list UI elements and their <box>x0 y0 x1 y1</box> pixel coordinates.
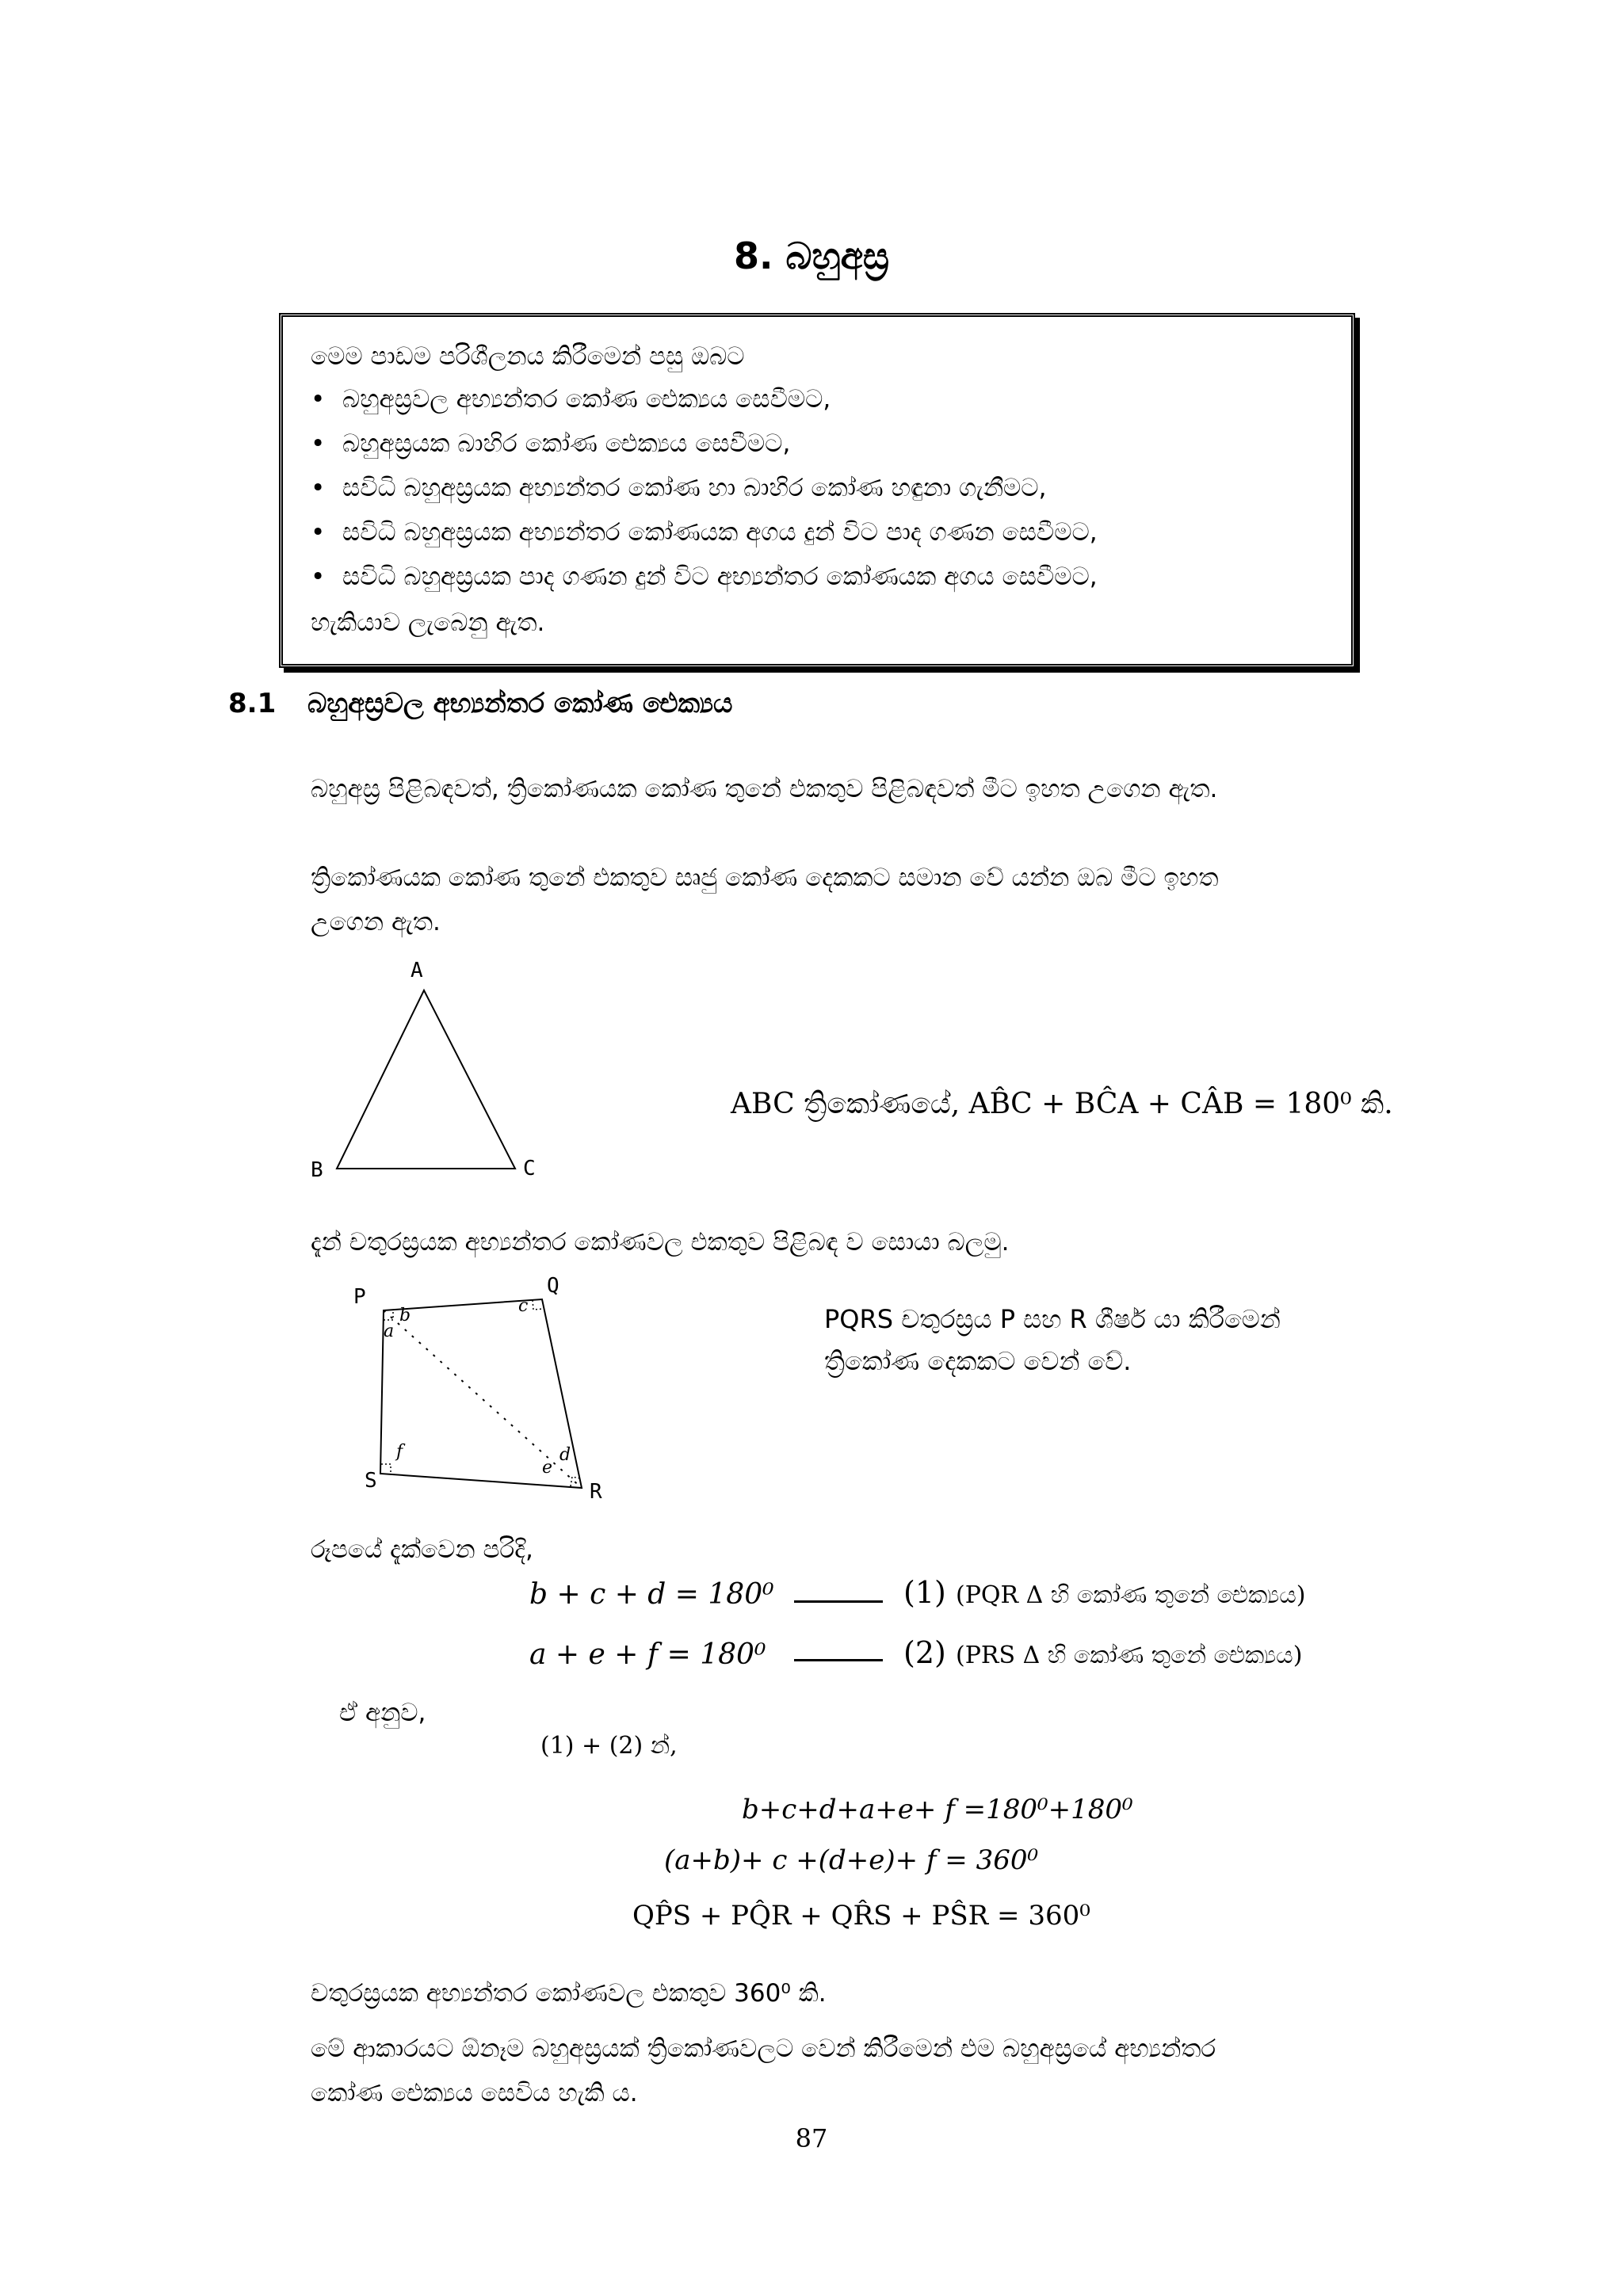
objective-item: • සවිධි බහුඅස්‍රයක අභ්‍යන්තර කෝණ හා බාහිර කෝණ හඳුනා ගැනීමට, <box>311 474 1047 502</box>
vertex-label-p: P <box>353 1285 366 1309</box>
paragraph: ත්‍රිකෝණයක කෝණ තුනේ එකතුව සෘජු කෝණ දෙකකට සමාන වේ යන්න ඔබ මීට ඉහත <box>311 864 1219 892</box>
bullet-icon: • <box>311 563 326 591</box>
objective-item: • සවිධි බහුඅස්‍රයක අභ්‍යන්තර කෝණයක අගය දුන් විට පාද ගණන සෙවීමට, <box>311 518 1098 547</box>
vertex-label-r: R <box>590 1480 602 1504</box>
equation-2: a + e + f = 180⁰ <box>529 1638 766 1671</box>
vertex-label-b: B <box>311 1158 323 1182</box>
bullet-icon: • <box>311 518 326 547</box>
bullet-icon: • <box>311 474 326 502</box>
paragraph: ඒ අනුව, <box>339 1699 426 1727</box>
paragraph: උගෙන ඇත. <box>311 908 441 936</box>
paragraph: බහුඅස්‍ර පිළිබඳවත්, ත්‍රිකෝණයක කෝණ තුනේ එකතුව පිළිබඳවත් මීට ඉහත උගෙන ඇත. <box>311 775 1218 803</box>
objectives-intro: මෙම පාඩම පරිශීලනය කිරීමෙන් පසු ඔබට <box>311 342 745 371</box>
paragraph: දැන් චතුරස්‍රයක අභ්‍යන්තර කෝණවල එකතුව පිළිබඳ ව සොයා බලමු. <box>311 1228 1010 1257</box>
angle-label-f: f <box>396 1442 403 1462</box>
derivation-step-2: (a+b)+ c +(d+e)+ f = 360⁰ <box>664 1844 1039 1876</box>
objective-item: • සවිධි බහුඅස්‍රයක පාද ගණන දුන් විට අභ්‍යන්තර කෝණයක අගය සෙවීමට, <box>311 563 1098 591</box>
paragraph: රූපයේ දැක්වෙන පරිදි, <box>311 1535 533 1564</box>
equation-1: b + c + d = 180⁰ <box>529 1578 774 1611</box>
paragraph: මේ ආකාරයට ඕනෑම බහුඅස්‍රයක් ත්‍රිකෝණවලට වෙන් කිරීමෙන් එම බහුඅස්‍රයේ අභ්‍යන්තර <box>311 2035 1216 2063</box>
angle-label-b: b <box>399 1306 411 1325</box>
paragraph: කෝණ ඓක්‍යය සෙවිය හැකි ය. <box>311 2079 638 2107</box>
quadrilateral-caption: PQRS චතුරස්‍රය P සහ R ශීර්ෂ යා කිරීමෙන් ත්‍රිකෝණ දෙකකට වෙන් වේ. <box>824 1304 1281 1376</box>
equation-dash <box>794 1659 883 1661</box>
chapter-title: 8. බහුඅස්‍ර <box>734 235 889 277</box>
page-number: 87 <box>795 2123 828 2153</box>
vertex-label-q: Q <box>547 1274 559 1298</box>
section-number: 8.1 <box>228 688 277 719</box>
section-title: බහුඅස්‍රවල අභ්‍යන්තර කෝණ ඓක්‍යය <box>307 688 733 719</box>
triangle-figure <box>301 955 555 1192</box>
combine-line: (1) + (2) න්, <box>540 1732 678 1760</box>
vertex-label-c: C <box>523 1157 536 1180</box>
derivation-step-1: b+c+d+a+e+ f =180⁰+180⁰ <box>742 1794 1133 1825</box>
triangle-angle-sum: ABC ත්‍රිකෝණයේ, AB̂C + BĈA + CÂB = 180⁰ කි. <box>731 1088 1393 1120</box>
quadrilateral-figure <box>349 1276 618 1505</box>
vertex-label-a: A <box>411 959 423 982</box>
equation-dash <box>794 1600 883 1603</box>
equation-note-2: (PRS Δ හි කෝණ තුනේ ඓක්‍යය) <box>956 1642 1303 1669</box>
derivation-step-3: QP̂S + PQ̂R + QR̂S + PŜR = 360⁰ <box>632 1900 1090 1932</box>
angle-label-d: d <box>559 1445 571 1465</box>
angle-label-c: c <box>518 1296 529 1316</box>
vertex-label-s: S <box>365 1469 377 1493</box>
objective-item: • බහුඅස්‍රවල අභ්‍යන්තර කෝණ ඓක්‍යය සෙවීමට, <box>311 385 831 414</box>
paragraph: චතුරස්‍රයක අභ්‍යන්තර කෝණවල එකතුව 360⁰ කි. <box>311 1979 827 2008</box>
section-heading <box>228 688 732 719</box>
angle-label-e: e <box>542 1458 553 1478</box>
equation-number-1: (1) <box>903 1575 946 1610</box>
equation-number-2: (2) <box>903 1635 946 1670</box>
angle-label-a: a <box>384 1322 395 1341</box>
bullet-icon: • <box>311 429 326 458</box>
objective-item: • බහුඅස්‍රයක බාහිර කෝණ ඓක්‍යය සෙවීමට, <box>311 429 791 458</box>
objectives-outro: හැකියාව ලැබෙනු ඇත. <box>311 608 545 637</box>
equation-note-1: (PQR Δ හි කෝණ තුනේ ඓක්‍යය) <box>956 1581 1306 1609</box>
bullet-icon: • <box>311 385 326 414</box>
